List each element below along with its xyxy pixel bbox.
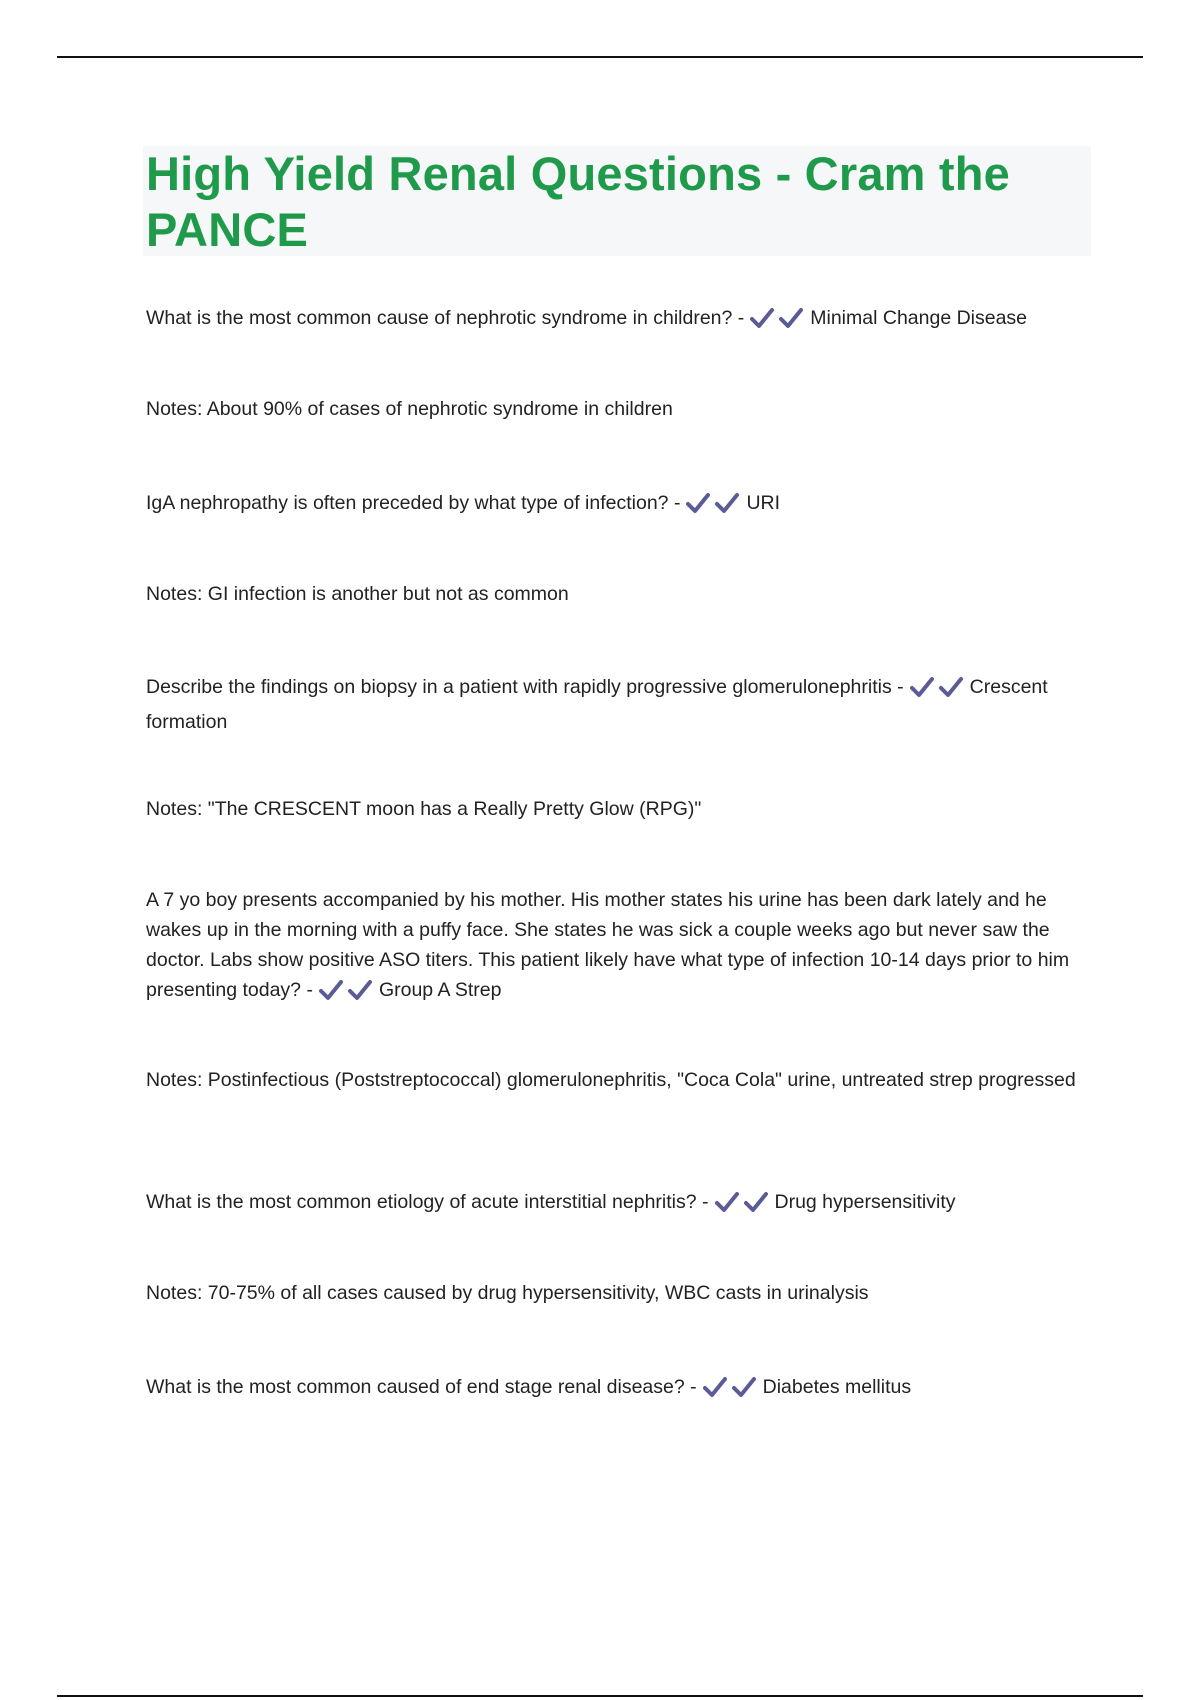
question-text: What is the most common caused of end stage renal disease? -: [146, 1376, 697, 1398]
note-text: Notes: Postinfectious (Poststreptococcal) glomerulonephritis, "Coca Cola" urine, untreated strep progressed: [146, 1069, 1076, 1091]
question-text: IgA nephropathy is often preceded by what type of infection? -: [146, 492, 681, 514]
answer-text: Diabetes mellitus: [762, 1376, 912, 1398]
check-icon: [715, 1191, 739, 1213]
answer-checkmarks: [910, 676, 968, 707]
check-icon: [779, 307, 803, 329]
question-text: What is the most common etiology of acute interstitial nephritis? -: [146, 1191, 709, 1213]
title-banner: [143, 146, 1091, 256]
check-icon: [744, 1191, 768, 1213]
check-icon: [939, 676, 963, 698]
check-icon: [686, 492, 710, 514]
note-item: [146, 394, 1096, 424]
question-text: A 7 yo boy presents accompanied by his mother. His mother states his urine has been dark lately and he wakes up in the morning with a puffy face. She states he was sick a couple weeks ago but never saw the doctor. Labs show positive ASO titers. This patient likely have what type of infection 10-14 days prior to him presenting today? -: [146, 889, 1070, 1001]
answer-checkmarks: [750, 307, 808, 338]
note-text: Notes: 70-75% of all cases caused by drug hypersensitivity, WBC casts in urinalysis: [146, 1282, 869, 1304]
note-text: Notes: About 90% of cases of nephrotic syndrome in children: [146, 398, 673, 420]
answer-checkmarks: [686, 492, 744, 523]
qa-item: [146, 1187, 1096, 1222]
check-icon: [319, 979, 343, 1001]
check-icon: [750, 307, 774, 329]
note-text: Notes: GI infection is another but not as common: [146, 583, 569, 605]
answer-text: Crescent formation: [146, 676, 1048, 733]
check-icon: [910, 676, 934, 698]
answer-text: Group A Strep: [378, 979, 502, 1001]
note-item: [146, 1065, 1096, 1095]
qa-item: [146, 303, 1096, 338]
answer-text: Minimal Change Disease: [810, 307, 1028, 329]
answer-text: Drug hypersensitivity: [774, 1191, 956, 1213]
qa-item: [146, 1372, 1096, 1407]
qa-item: [146, 885, 1096, 1010]
answer-checkmarks: [319, 979, 377, 1010]
check-icon: [348, 979, 372, 1001]
note-text: Notes: "The CRESCENT moon has a Really Pretty Glow (RPG)": [146, 798, 702, 820]
document-title: High Yield Renal Questions - Cram the PANCE: [146, 147, 1011, 256]
bottom-rule: [57, 1695, 1143, 1697]
answer-checkmarks: [703, 1376, 761, 1407]
check-icon: [703, 1376, 727, 1398]
top-rule: [57, 56, 1143, 58]
answer-text: URI: [746, 492, 781, 514]
question-text: Describe the findings on biopsy in a patient with rapidly progressive glomerulonephritis -: [146, 676, 904, 698]
qa-item: [146, 488, 1096, 523]
answer-checkmarks: [715, 1191, 773, 1222]
check-icon: [715, 492, 739, 514]
check-icon: [732, 1376, 756, 1398]
note-item: [146, 794, 1096, 824]
note-item: [146, 1278, 1096, 1308]
question-text: What is the most common cause of nephrotic syndrome in children? -: [146, 307, 745, 329]
qa-item: [146, 672, 1096, 737]
note-item: [146, 579, 1096, 609]
